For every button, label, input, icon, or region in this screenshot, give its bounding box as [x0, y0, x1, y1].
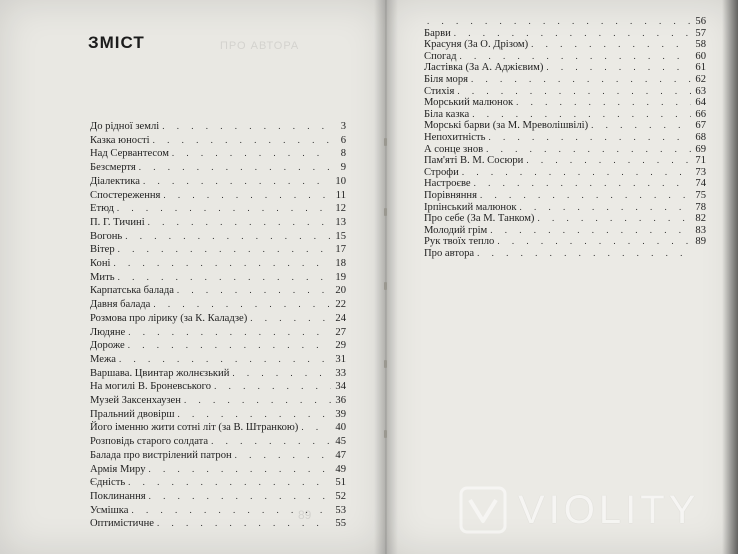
dot-leader: [153, 299, 331, 309]
toc-entry-title: Дороже: [90, 340, 125, 352]
toc-entry-title: Спогад: [424, 50, 457, 62]
toc-entry: [90, 477, 346, 490]
dot-leader: [459, 51, 691, 61]
toc-entry-page: 45: [335, 436, 346, 448]
toc-entry-title: Морський малюнок: [424, 97, 514, 109]
dot-leader: [172, 148, 331, 158]
dot-leader: [128, 340, 331, 350]
dot-leader: [474, 178, 691, 188]
dot-leader: [178, 409, 331, 419]
toc-entry-title: Мить: [90, 271, 115, 283]
toc-entry-page: 57: [695, 27, 706, 39]
binding-stitch: [384, 360, 387, 368]
dot-leader: [462, 167, 691, 177]
toc-entry-title: Біла казка: [424, 108, 470, 120]
toc-entry: [90, 354, 346, 367]
toc-entry: [90, 272, 346, 285]
dot-leader: [113, 258, 331, 268]
binding-stitch: [384, 430, 387, 438]
toc-entry-page: 55: [335, 518, 346, 530]
toc-entry: [90, 436, 346, 449]
toc-entry-title: Давня балада: [90, 299, 151, 311]
toc-entry-page: 49: [335, 463, 346, 475]
toc-entry-page: 9: [340, 162, 346, 174]
dot-leader: [162, 121, 331, 131]
toc-entry-title: Пам'яті В. М. Сосюри: [424, 155, 524, 167]
toc-entry-page: 33: [335, 367, 346, 379]
toc-entry: [90, 121, 346, 134]
toc-entry-title: Оптимістичне: [90, 518, 154, 530]
toc-entry-title: Усмішка: [90, 504, 129, 516]
toc-entry-title: Порівняння: [424, 190, 477, 201]
dot-leader: [119, 354, 331, 364]
dot-leader: [232, 368, 331, 378]
dot-leader: [546, 62, 691, 72]
toc-entry-title: Молодий грім: [424, 224, 488, 236]
dot-leader: [250, 313, 331, 323]
toc-entry-title: Ірпінський малюнок: [424, 201, 517, 213]
toc-entry: [90, 217, 346, 230]
toc-entry-page: 75: [695, 190, 706, 201]
toc-entry: [90, 368, 346, 381]
watermark-text: VIOLITY: [518, 487, 700, 532]
toc-title: ЗМІСТ: [88, 33, 145, 52]
toc-entry: [424, 248, 706, 261]
book-gutter: [374, 0, 398, 554]
dot-leader: [520, 202, 691, 212]
dot-leader: [477, 248, 691, 258]
toc-entry-title: Пральний двовірш: [90, 408, 175, 420]
toc-entry-title: Межа: [90, 353, 117, 365]
toc-entry-page: 58: [695, 39, 706, 51]
dot-leader: [480, 190, 691, 200]
toc-entry-page: 13: [335, 216, 346, 228]
dot-leader: [118, 244, 331, 254]
dot-leader: [149, 464, 332, 474]
toc-entry-page: 89: [695, 236, 706, 248]
toc-entry-title: Строфи: [424, 166, 459, 178]
right-edge-shadow: [722, 0, 738, 554]
toc-entry-title: Про автора: [424, 248, 475, 259]
toc-entry-page: 36: [335, 395, 346, 406]
toc-entry-page: 61: [695, 62, 706, 74]
toc-entry: [90, 409, 346, 422]
toc-entry-page: 24: [335, 312, 346, 324]
toc-entry: [90, 450, 346, 463]
toc-entry: [90, 285, 346, 298]
dot-leader: [128, 327, 331, 337]
violity-logo-icon: [458, 485, 508, 535]
dot-leader: [457, 86, 691, 96]
toc-entry-page: 67: [695, 120, 706, 132]
dot-leader: [497, 236, 691, 246]
dot-leader: [211, 436, 331, 446]
toc-entry-page: 78: [695, 201, 706, 213]
toc-entry-title: Казка юності: [90, 134, 150, 146]
toc-entry-title: А сонце знов: [424, 143, 484, 155]
dot-leader: [490, 225, 691, 235]
toc-entry-title: Непохитність: [424, 132, 486, 143]
toc-entry-title: П. Г. Тичині: [90, 216, 145, 228]
toc-entry: [90, 135, 346, 148]
toc-entry-title: На могилі В. Броневського: [90, 381, 212, 393]
dot-leader: [472, 109, 691, 119]
toc-entry: [90, 518, 346, 531]
toc-entry-page: 31: [335, 353, 346, 365]
toc-entry-page: 52: [335, 490, 346, 502]
dot-leader: [454, 28, 691, 38]
toc-entry-page: 20: [335, 285, 346, 297]
toc-entry: [90, 244, 346, 257]
toc-entry: [90, 340, 346, 353]
binding-stitch: [384, 208, 387, 216]
toc-entry-title: Красуня (За О. Дрізом): [424, 39, 529, 51]
toc-entry-title: Балада про вистрілений патрон: [90, 449, 232, 461]
dot-leader: [486, 144, 691, 154]
toc-entry-title: Етюд: [90, 203, 114, 215]
dot-leader: [128, 477, 331, 487]
bleed-through-number: 89: [298, 508, 312, 522]
toc-entry-page: 74: [695, 178, 706, 190]
toc-entry-page: 19: [335, 271, 346, 283]
toc-entry-page: 56: [695, 16, 706, 27]
toc-entry-title: Коні: [90, 258, 111, 269]
toc-entry: [90, 422, 346, 435]
toc-entry: [90, 299, 346, 312]
dot-leader: [516, 97, 691, 107]
toc-entry-title: Над Сервантесом: [90, 148, 169, 160]
toc-entry-page: 29: [335, 340, 346, 352]
dot-leader: [591, 120, 691, 130]
toc-entry: [90, 313, 346, 326]
toc-entry-title: Розповідь старого солдата: [90, 436, 209, 448]
toc-entry-title: Музей Заксенхаузен: [90, 395, 181, 406]
toc-entry-page: 17: [335, 244, 346, 256]
toc-entry-title: Вітер: [90, 244, 115, 256]
toc-entry-title: Розмова про лірику (за К. Каладзе): [90, 312, 248, 324]
toc-entry-title: Ластівка (За А. Аджієвим): [424, 62, 544, 74]
binding-stitch: [384, 138, 387, 146]
toc-entry-page: 47: [335, 449, 346, 461]
toc-entry: [90, 148, 346, 161]
toc-entry: [90, 190, 346, 203]
dot-leader: [157, 518, 331, 528]
toc-entry-page: 62: [695, 74, 706, 85]
toc-entry-title: Карпатська балада: [90, 285, 174, 297]
toc-entry: [90, 491, 346, 504]
toc-entry: [90, 231, 346, 244]
toc-entry: [90, 258, 346, 271]
toc-entry-title: Варшава. Цвинтар жолнєзький: [90, 367, 230, 379]
toc-entry-page: 69: [695, 143, 706, 155]
dot-leader: [184, 395, 331, 405]
toc-entry-page: 64: [695, 97, 706, 109]
toc-entry-page: 73: [695, 166, 706, 178]
dot-leader: [117, 203, 331, 213]
toc-entry-page: 8: [340, 148, 346, 160]
toc-entry-page: 6: [340, 134, 346, 146]
bleed-through-header: ПРО АВТОРА: [220, 40, 300, 52]
toc-entry-page: 40: [335, 422, 346, 434]
toc-entry-page: 68: [695, 132, 706, 143]
dot-leader: [118, 272, 331, 282]
toc-entry-page: 51: [335, 477, 346, 489]
toc-entry: [90, 327, 346, 340]
toc-entry-title: Настроєве: [424, 178, 471, 190]
toc-entry-title: Безсмертя: [90, 162, 136, 174]
toc-entry-title: Поклинання: [90, 490, 146, 502]
dot-leader: [143, 176, 331, 186]
toc-entry-page: 60: [695, 50, 706, 62]
toc-entry: [90, 505, 346, 518]
toc-entry-page: 27: [335, 326, 346, 338]
toc-entry-title: Спостереження: [90, 189, 161, 201]
toc-entry-page: 71: [695, 155, 706, 167]
dot-leader: [531, 39, 691, 49]
toc-entry-page: 82: [695, 213, 706, 225]
dot-leader: [214, 381, 331, 391]
toc-entry-page: 83: [695, 224, 706, 236]
toc-entry-page: 34: [335, 381, 346, 393]
toc-entry: [90, 464, 346, 477]
dot-leader: [153, 135, 331, 145]
dot-leader: [149, 491, 331, 501]
toc-entry-title: Вогонь: [90, 230, 123, 242]
toc-entry-title: Морські барви (за М. Мреволішвілі): [424, 120, 589, 132]
toc-entry-page: 66: [695, 108, 706, 120]
toc-entry: [90, 162, 346, 175]
toc-entry: [90, 176, 346, 189]
toc-entry: [90, 381, 346, 394]
toc-entry-title: Людяне: [90, 326, 126, 338]
dot-leader: [139, 162, 331, 172]
dot-leader: [526, 155, 691, 165]
toc-entry-title: Діалектика: [90, 175, 140, 187]
dot-leader: [301, 422, 331, 432]
toc-entry-page: 10: [335, 175, 346, 187]
toc-entry-page: 39: [335, 408, 346, 420]
toc-entry-page: 12: [335, 203, 346, 215]
dot-leader: [488, 132, 691, 142]
toc-entry-title: Барви: [424, 27, 451, 39]
toc-entry-page: 15: [335, 230, 346, 242]
watermark: [458, 478, 724, 542]
toc-entry-page: 3: [340, 121, 346, 132]
dot-leader: [537, 213, 691, 223]
toc-entry-title: Його іменню жити сотні літ (за В. Штранкою): [90, 422, 299, 434]
binding-stitch: [384, 282, 387, 290]
dot-leader: [125, 231, 331, 241]
toc-entry-page: 53: [335, 504, 346, 516]
toc-entry-page: 63: [695, 85, 706, 97]
dot-leader: [471, 74, 691, 84]
dot-leader: [163, 190, 331, 200]
dot-leader: [177, 285, 331, 295]
toc-entry-title: Про себе (За М. Танком): [424, 213, 535, 225]
dot-leader: [131, 505, 331, 515]
toc-entry-title: Стихія: [424, 85, 455, 97]
toc-entry-title: Біля моря: [424, 74, 469, 85]
dot-leader: [148, 217, 331, 227]
toc-entry-title: Армія Миру: [90, 463, 146, 475]
toc-entry: [90, 203, 346, 216]
toc-entry-title: Єдність: [90, 477, 126, 489]
toc-entry-title: До рідної землі: [90, 121, 160, 132]
toc-entry-page: 18: [335, 258, 346, 269]
dot-leader: [235, 450, 331, 460]
toc-entry-page: 11: [335, 189, 346, 201]
dot-leader: [427, 16, 691, 26]
toc-entry-title: Рук твоїх тепло: [424, 236, 495, 248]
toc-entry-page: 22: [335, 299, 346, 311]
toc-entry: [90, 395, 346, 408]
